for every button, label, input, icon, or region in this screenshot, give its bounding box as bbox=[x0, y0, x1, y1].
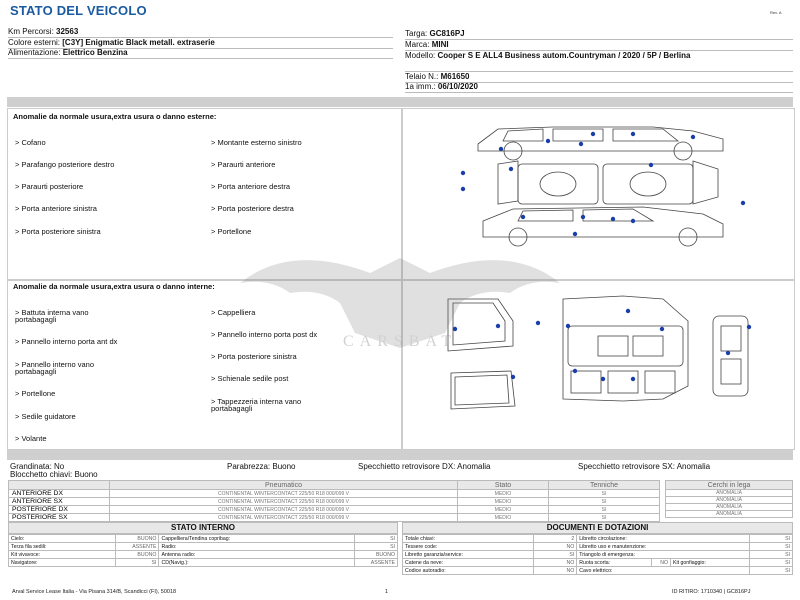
tyre-technical: SI bbox=[549, 498, 660, 506]
tyres-table bbox=[8, 480, 660, 522]
interior-status-section bbox=[8, 522, 398, 567]
documents-table bbox=[402, 534, 793, 575]
external-item: > Porta posteriore sinistra bbox=[15, 226, 101, 236]
table-row bbox=[9, 559, 398, 567]
table-row bbox=[666, 504, 793, 511]
page-title: STATO DEL VEICOLO bbox=[10, 3, 147, 18]
internal-item: > Pannello interno porta ant dx bbox=[15, 337, 118, 347]
revision-label: Rev. A bbox=[770, 10, 782, 15]
tyres-col-header: Tenniche bbox=[549, 481, 660, 490]
tyre-state: MEDIO bbox=[458, 490, 549, 498]
grid-value: SI bbox=[534, 551, 577, 559]
tyres-col-header: Pneumatico bbox=[110, 481, 458, 490]
internal-list-left bbox=[15, 294, 117, 457]
grid-key: Totale chiavi: bbox=[403, 535, 534, 543]
table-row bbox=[9, 551, 398, 559]
tyre-state: MEDIO bbox=[458, 498, 549, 506]
section-band-middle bbox=[7, 450, 793, 460]
interior-status-table bbox=[8, 534, 398, 567]
documents-section bbox=[402, 522, 793, 575]
grid-value: NO bbox=[534, 559, 577, 567]
section-band-top bbox=[7, 97, 793, 107]
grid-key: Libretto uso e manutenzione: bbox=[577, 543, 750, 551]
rims-table bbox=[665, 480, 793, 518]
grid-key: CD(Navig.): bbox=[159, 559, 355, 567]
internal-item: > Schienale sedile post bbox=[211, 374, 289, 384]
tyre-position: ANTERIORE SX bbox=[9, 498, 110, 506]
table-row bbox=[9, 535, 398, 543]
model-value: Cooper S E ALL4 Business autom.Countryman / 2020 / 5P / Berlina bbox=[437, 51, 691, 60]
model-row bbox=[405, 51, 793, 72]
table-row bbox=[9, 514, 660, 522]
external-item: > Paraurti anteriore bbox=[211, 160, 276, 170]
grid-value: SI bbox=[750, 551, 793, 559]
table-row bbox=[666, 490, 793, 497]
external-item: > Montante esterno sinistro bbox=[211, 137, 302, 147]
external-item: > Cofano bbox=[15, 137, 46, 147]
color-value: [C3Y] Enigmatic Black metall. extraserie bbox=[62, 38, 215, 47]
internal-title: Anomalie da normale usura,extra usura o danno interne: bbox=[13, 282, 215, 291]
fuel-row bbox=[8, 48, 393, 59]
tyre-state: MEDIO bbox=[458, 506, 549, 514]
page-number: 1 bbox=[385, 589, 389, 595]
external-item: > Paraurti posteriore bbox=[15, 182, 84, 192]
grid-value: SI bbox=[355, 543, 398, 551]
grid-key: Codice autoradio: bbox=[403, 567, 534, 575]
grid-key: Radio: bbox=[159, 543, 355, 551]
tyres-col-header: Stato bbox=[458, 481, 549, 490]
km-label: Km Percorsi: bbox=[8, 27, 54, 36]
brand-label: Marca: bbox=[405, 40, 430, 49]
table-row bbox=[403, 543, 793, 551]
tyre-technical: SI bbox=[549, 506, 660, 514]
grid-value: SI bbox=[750, 559, 793, 567]
plate-value: GC816PJ bbox=[429, 29, 465, 38]
carsbat-watermark bbox=[230, 238, 570, 358]
plate-label: Targa: bbox=[405, 29, 428, 38]
km-value: 32563 bbox=[56, 27, 79, 36]
internal-item: > Sedile guidatore bbox=[15, 411, 76, 421]
grid-value: BUONO bbox=[116, 535, 159, 543]
grid-key: Kit gonfiaggio: bbox=[671, 559, 750, 567]
registration-label: 1a imm.: bbox=[405, 82, 436, 91]
watermark-text: CARSBAT bbox=[342, 333, 458, 350]
tyre-technical: SI bbox=[549, 514, 660, 522]
external-list-right bbox=[211, 124, 302, 250]
rim-state: ANOMALIA bbox=[666, 490, 793, 497]
color-label: Colore esterni: bbox=[8, 38, 61, 47]
grid-key: Antenna radio: bbox=[159, 551, 355, 559]
table-row bbox=[403, 535, 793, 543]
grid-value: 2 bbox=[534, 535, 577, 543]
rim-state: ANOMALIA bbox=[666, 497, 793, 504]
grid-value: SI bbox=[116, 559, 159, 567]
mirror-left-status: Specchietto retrovisore SX: Anomalia bbox=[578, 462, 711, 471]
table-row bbox=[666, 497, 793, 504]
internal-item: > Tappezzeria interna vano portabagagli bbox=[211, 396, 302, 414]
grid-value: BUONO bbox=[355, 551, 398, 559]
brand-value: MINI bbox=[431, 40, 449, 49]
grid-value: SI bbox=[750, 543, 793, 551]
tyre-position: POSTERIORE DX bbox=[9, 506, 110, 514]
table-row bbox=[666, 511, 793, 518]
interior-status-title: STATO INTERNO bbox=[8, 522, 398, 534]
tyres-col-header bbox=[9, 481, 110, 490]
external-item: > Portellone bbox=[211, 226, 252, 236]
grid-key: Triangolo di emergenza: bbox=[577, 551, 750, 559]
tyre-model: CONTINENTAL WINTERCONTACT 225/50 R18 000/099 V bbox=[110, 506, 458, 514]
internal-item: > Battuta interna vano portabagagli bbox=[15, 307, 89, 325]
grid-key: Cielo: bbox=[9, 535, 116, 543]
grid-key: Catene da neve: bbox=[403, 559, 534, 567]
fuel-value: Elettrico Benzina bbox=[62, 48, 128, 57]
grid-value: ASSENTE bbox=[116, 543, 159, 551]
table-row bbox=[9, 490, 660, 498]
grid-value: SI bbox=[750, 567, 793, 575]
registration-row bbox=[405, 82, 793, 93]
mirror-right-status: Specchietto retrovisore DX: Anomalia bbox=[358, 462, 491, 471]
registration-value: 06/10/2020 bbox=[437, 82, 478, 91]
table-row bbox=[403, 559, 793, 567]
grid-key: Navigatore: bbox=[9, 559, 116, 567]
grid-key: Tessere code: bbox=[403, 543, 534, 551]
grid-key: Terza fila sedili: bbox=[9, 543, 116, 551]
internal-item: > Portellone bbox=[15, 389, 56, 399]
plate-row bbox=[405, 29, 793, 40]
tyre-model: CONTINENTAL WINTERCONTACT 225/50 R18 000/099 V bbox=[110, 490, 458, 498]
external-item: > Porta anteriore destra bbox=[211, 182, 291, 192]
external-item: > Parafango posteriore destro bbox=[15, 160, 115, 170]
km-row bbox=[8, 27, 393, 38]
rim-state: ANOMALIA bbox=[666, 511, 793, 518]
internal-item: > Cappelliera bbox=[211, 307, 256, 317]
key-block-status: Blocchetto chiavi: Buono bbox=[10, 470, 98, 479]
grid-value: SI bbox=[750, 535, 793, 543]
tyre-position: POSTERIORE SX bbox=[9, 514, 110, 522]
documents-title: DOCUMENTI E DOTAZIONI bbox=[402, 522, 793, 534]
external-title: Anomalie da normale usura,extra usura o danno esterne: bbox=[13, 112, 217, 121]
grid-value: NO bbox=[534, 543, 577, 551]
internal-item: > Porta posteriore sinistra bbox=[211, 352, 297, 362]
footer-id: ID RITIRO: 1710340 | GC816PJ bbox=[672, 589, 751, 595]
grid-value: BUONO bbox=[116, 551, 159, 559]
fuel-label: Alimentazione: bbox=[8, 48, 61, 57]
table-row bbox=[9, 506, 660, 514]
grid-key: Cappelliera/Tendina copribag: bbox=[159, 535, 355, 543]
table-row bbox=[9, 543, 398, 551]
external-list-left bbox=[15, 124, 114, 250]
tyre-state: MEDIO bbox=[458, 514, 549, 522]
internal-item: > Pannello interno vano portabagagli bbox=[15, 359, 95, 377]
rim-state: ANOMALIA bbox=[666, 504, 793, 511]
chassis-label: Telaio N.: bbox=[405, 72, 439, 81]
internal-item: > Volante bbox=[15, 433, 47, 443]
chassis-value: M61650 bbox=[440, 72, 470, 81]
internal-item: > Pannello interno porta post dx bbox=[211, 330, 318, 340]
tyre-technical: SI bbox=[549, 490, 660, 498]
external-item: > Porta anteriore sinistra bbox=[15, 204, 97, 214]
grid-key: Libretto circolazione: bbox=[577, 535, 750, 543]
rims-header: Cerchi in lega bbox=[666, 481, 793, 490]
model-label: Modello: bbox=[405, 51, 436, 60]
table-row bbox=[403, 551, 793, 559]
external-item: > Porta posteriore destra bbox=[211, 204, 294, 214]
brand-row bbox=[405, 40, 793, 51]
tyres-header-row bbox=[9, 481, 660, 490]
table-row bbox=[403, 567, 793, 575]
windshield-status: Parabrezza: Buono bbox=[227, 462, 296, 471]
grid-value: SI bbox=[355, 535, 398, 543]
tyre-position: ANTERIORE DX bbox=[9, 490, 110, 498]
hail-status: Grandinata: No bbox=[10, 462, 65, 471]
grid-key: Cavo elettrico: bbox=[577, 567, 750, 575]
grid-value: NO bbox=[652, 559, 671, 567]
grid-value: NO bbox=[534, 567, 577, 575]
tyre-model: CONTINENTAL WINTERCONTACT 225/50 R18 000/099 V bbox=[110, 498, 458, 506]
table-row bbox=[9, 498, 660, 506]
grid-key: Kit vivavoce: bbox=[9, 551, 116, 559]
tyre-model: CONTINENTAL WINTERCONTACT 225/50 R18 000/099 V bbox=[110, 514, 458, 522]
grid-key: Libretto garanzia/service: bbox=[403, 551, 534, 559]
grid-value: ASSENTE bbox=[355, 559, 398, 567]
footer-address: Arval Service Lease Italia - Via Pisana 314/B, Scandicci (FI), 50018 bbox=[12, 589, 177, 595]
grid-key: Ruota scorta: bbox=[577, 559, 652, 567]
